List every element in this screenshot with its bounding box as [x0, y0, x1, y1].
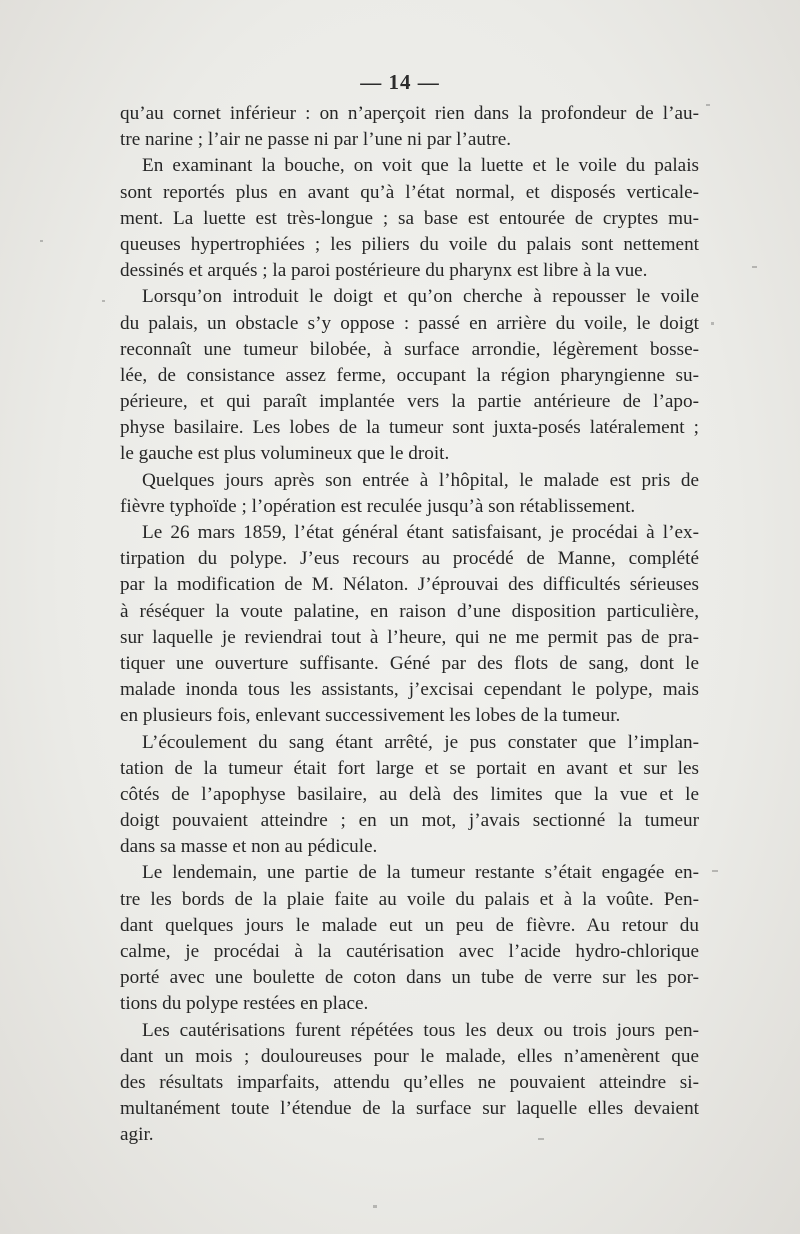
text-line: En examinant la bouche, on voit que la luette et le voile du palais [142, 155, 699, 177]
text-line: dant quelques jours le malade eut un peu de fièvre. Au retour du [120, 914, 699, 936]
print-speck [706, 104, 710, 106]
print-speck [538, 1138, 544, 1140]
text-line: sont reportés plus en avant qu’à l’état normal, et disposés verticale- [120, 181, 699, 203]
text-line: tre les bords de la plaie faite au voile du palais et à la voûte. Pen- [120, 888, 699, 910]
text-line: Les cautérisations furent répétées tous les deux ou trois jours pen- [142, 1019, 699, 1041]
text-line: tiquer une ouverture suffisante. Géné par des flots de sang, dont le [120, 652, 699, 674]
text-line: tions du polype restées en place. [120, 993, 369, 1015]
text-line: multanément toute l’étendue de la surface sur laquelle elles devaient [120, 1098, 699, 1120]
text-line: par la modification de M. Nélaton. J’éprouvai des difficultés sérieuses [120, 574, 699, 596]
text-line: Le lendemain, une partie de la tumeur restante s’était engagée en- [142, 862, 699, 884]
page-number: — 14 — [360, 70, 440, 94]
body-text [120, 101, 699, 1149]
print-speck [711, 322, 714, 325]
text-line: Lorsqu’on introduit le doigt et qu’on cherche à repousser le voile [142, 286, 699, 308]
text-line: périeure, et qui paraît implantée vers la partie antérieure de l’apo- [120, 391, 699, 413]
text-line: sur laquelle je reviendrai tout à l’heure, qui ne me permit pas de pra- [120, 626, 699, 648]
text-line: lée, de consistance assez ferme, occupant la région pharyngienne su- [120, 364, 699, 386]
print-speck [102, 300, 105, 302]
text-line: L’écoulement du sang étant arrêté, je pus constater que l’implan- [142, 731, 699, 753]
text-line: physe basilaire. Les lobes de la tumeur sont juxta-posés latéralement ; [120, 417, 699, 439]
text-line: dant un mois ; douloureuses pour le malade, elles n’amenèrent que [120, 1045, 699, 1067]
text-line: qu’au cornet inférieur : on n’aperçoit rien dans la profondeur de l’au- [120, 103, 699, 124]
text-line: fièvre typhoïde ; l’opération est reculée jusqu’à son rétablissement. [120, 495, 636, 517]
text-line: doigt pouvaient atteindre ; en un mot, j’avais sectionné la tumeur [120, 810, 699, 832]
text-line: Le 26 mars 1859, l’état général étant satisfaisant, je procédai à l’ex- [142, 522, 699, 543]
text-line: calme, je procédai à la cautérisation avec l’acide hydro-chlorique [120, 941, 699, 962]
text-line: tirpation du polype. J’eus recours au procédé de Manne, complété [120, 548, 699, 570]
text-line: côtés de l’apophyse basilaire, au delà des limites que la vue et le [120, 783, 699, 805]
text-line: malade inonda tous les assistants, j’excisai cependant le polype, mais [120, 679, 699, 701]
text-line: agir. [120, 1124, 154, 1146]
text-line: dessinés et arqués ; la paroi postérieure du pharynx est libre à la vue. [120, 260, 648, 282]
text-line: le gauche est plus volumineux que le droit. [120, 443, 450, 465]
text-line: porté avec une boulette de coton dans un tube de verre sur les por- [120, 967, 699, 989]
print-speck [752, 266, 757, 268]
print-speck [40, 240, 43, 242]
text-line: ment. La luette est très-longue ; sa base est entourée de cryptes mu- [120, 207, 699, 229]
text-line: tre narine ; l’air ne passe ni par l’une ni par l’autre. [120, 129, 512, 151]
text-line: en plusieurs fois, enlevant successivement les lobes de la tumeur. [120, 705, 621, 727]
text-line: tation de la tumeur était fort large et se portait en avant et sur les [120, 757, 699, 779]
text-line: des résultats imparfaits, attendu qu’elles ne pouvaient atteindre si- [120, 1071, 699, 1093]
text-line: dans sa masse et non au pédicule. [120, 836, 378, 858]
text-line: à réséquer la voute palatine, en raison d’une disposition particulière, [120, 600, 699, 622]
text-line: du palais, un obstacle s’y oppose : passé en arrière du voile, le doigt [120, 312, 699, 334]
text-line: reconnaît une tumeur bilobée, à surface arrondie, légèrement bosse- [120, 338, 699, 360]
text-line: Quelques jours après son entrée à l’hôpital, le malade est pris de [142, 469, 699, 491]
text-line: queuses hypertrophiées ; les piliers du voile du palais sont nettement [120, 233, 699, 255]
print-speck [712, 870, 718, 872]
print-speck [373, 1205, 377, 1208]
